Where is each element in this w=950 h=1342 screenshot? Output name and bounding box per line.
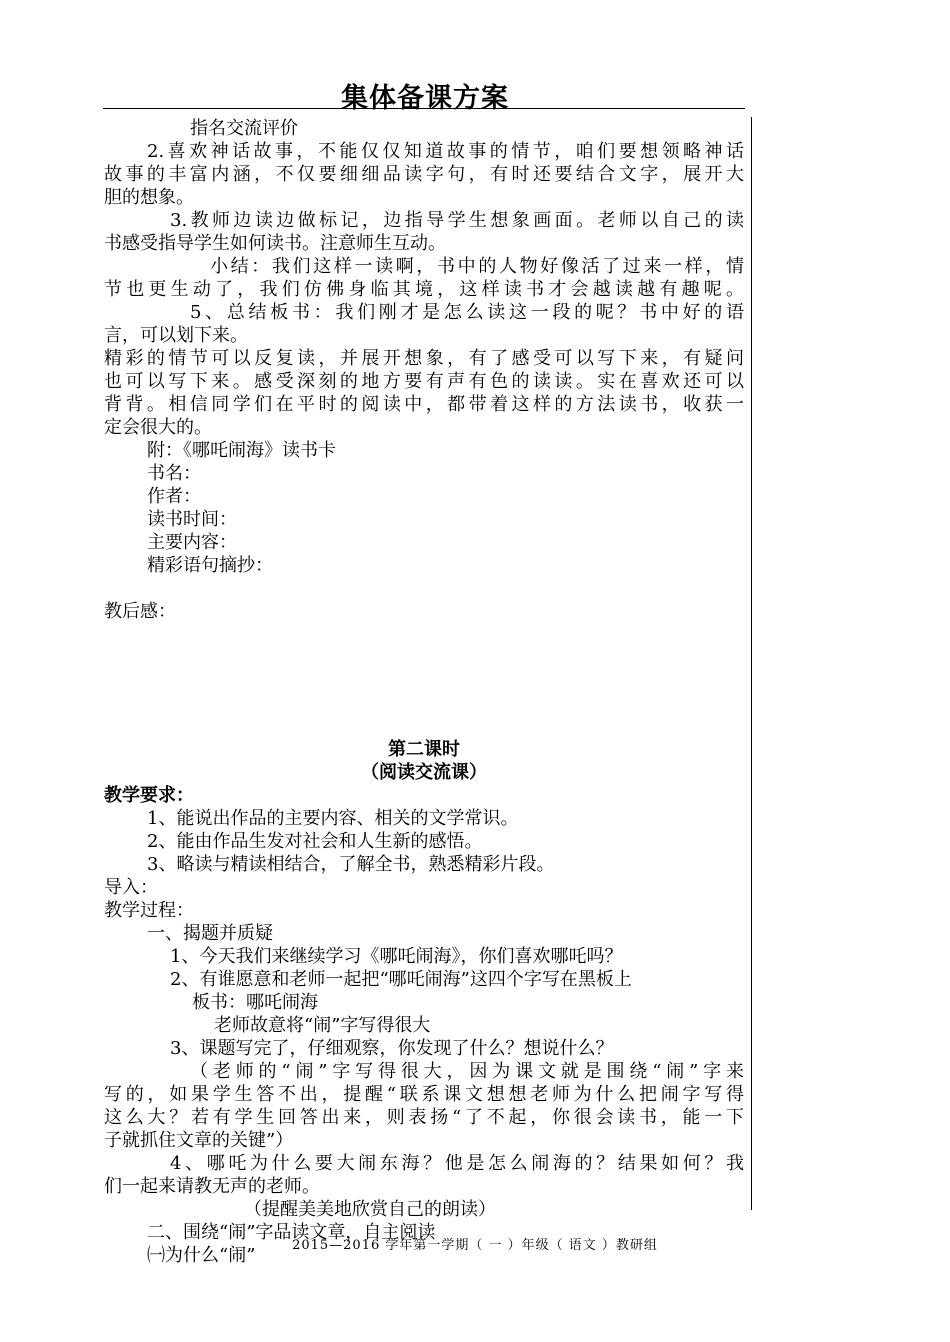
text-line: 一、揭题并质疑 <box>147 923 273 944</box>
text-line: 3.教师边读边做标记，边指导学生想象画面。老师以自己的读 <box>170 210 744 231</box>
card-field-excerpts: 精彩语句摘抄： <box>147 555 273 576</box>
text-line: 板书：哪吒闹海 <box>192 992 318 1013</box>
card-field-author: 作者： <box>147 486 201 507</box>
lesson-plan-body <box>104 117 744 1267</box>
text-line: 3、课题写完了，仔细观察，你发现了什么？想说什么？ <box>170 1038 614 1059</box>
text-line: 导入： <box>104 877 158 898</box>
reading-card-title: 附：《哪吒闹海》读书卡 <box>147 440 336 461</box>
page-footer: 2015—2016 学年第一学期（ 一 ）年级（ 语文 ）教研组 <box>292 1238 658 1253</box>
text-line: 定会很大的。 <box>104 417 212 438</box>
text-line: 3、略读与精读相结合，了解全书，熟悉精彩片段。 <box>147 854 555 875</box>
card-field-reading-time: 读书时间： <box>147 509 237 530</box>
section-subheading: （阅读交流课） <box>361 762 487 783</box>
section-heading: 第二课时 <box>388 739 460 760</box>
text-line: 故事的丰富内涵，不仅要细细品读字句，有时还要结合文字，展开大 <box>104 164 744 185</box>
text-line: 1、能说出作品的主要内容、相关的文学常识。 <box>147 808 519 829</box>
text-line: 写的，如果学生答不出，提醒“联系课文想想老师为什么把闹字写得 <box>104 1084 744 1105</box>
title-underline <box>103 108 745 109</box>
text-line: 言，可以划下来。 <box>104 325 248 346</box>
text-line: 们一起来请教无声的老师。 <box>104 1176 320 1197</box>
text-line: 教学过程： <box>104 900 194 921</box>
text-line: 这么大？若有学生回答出来，则表扬“了不起，你很会读书，能一下 <box>104 1107 744 1128</box>
text-line: 胆的想象。 <box>104 187 194 208</box>
text-line: 背背。相信同学们在平时的阅读中，都带着这样的方法读书，收获一 <box>104 394 744 415</box>
page-title: 集体备课方案 <box>341 83 509 114</box>
text-line: 4、哪吒为什么要大闹东海？他是怎么闹海的？结果如何？我 <box>170 1153 744 1174</box>
text-line: ㈠为什么“闹” <box>147 1245 256 1266</box>
text-line: 指名交流评价 <box>190 118 298 139</box>
card-field-main-content: 主要内容： <box>147 532 237 553</box>
text-line: 书感受指导学生如何读书。注意师生互动。 <box>104 233 446 254</box>
text-line: 2、能由作品生发对社会和人生新的感悟。 <box>147 831 483 852</box>
text-line: 1、今天我们来继续学习《哪吒闹海》，你们喜欢哪吒吗？ <box>170 946 623 967</box>
text-line: 子就抓住文章的关键”） <box>104 1130 294 1151</box>
text-line: （提醒美美地欣赏自己的朗读） <box>244 1199 496 1220</box>
text-line: 也可以写下来。感受深刻的地方要有声有色的读读。实在喜欢还可以 <box>104 371 744 392</box>
card-field-book-name: 书名： <box>147 463 201 484</box>
text-line: 二、围绕“闹”字品读文章，自主阅读 <box>147 1222 436 1243</box>
text-line: 精彩的情节可以反复读，并展开想象，有了感受可以写下来，有疑问 <box>104 348 744 369</box>
text-line: 节也更生动了，我们仿佛身临其境，这样读书才会越读越有趣呢。 <box>104 279 744 300</box>
text-line: 小结：我们这样一读啊，书中的人物好像活了过来一样，情 <box>210 256 744 277</box>
text-line: （老师的“闹”字写得很大，因为课文就是围绕“闹”字来 <box>190 1061 744 1082</box>
text-line: 2、有谁愿意和老师一起把“哪吒闹海”这四个字写在黑板上 <box>170 969 632 990</box>
text-line: 2.喜欢神话故事，不能仅仅知道故事的情节，咱们要想领略神话 <box>147 141 744 162</box>
reflection-label: 教后感： <box>104 601 176 622</box>
text-line: 5、总结板书：我们刚才是怎么读这一段的呢？书中好的语 <box>190 302 744 323</box>
right-border-line <box>751 117 752 1210</box>
requirements-heading: 教学要求： <box>104 785 194 806</box>
text-line: 老师故意将“闹”字写得很大 <box>214 1015 431 1036</box>
